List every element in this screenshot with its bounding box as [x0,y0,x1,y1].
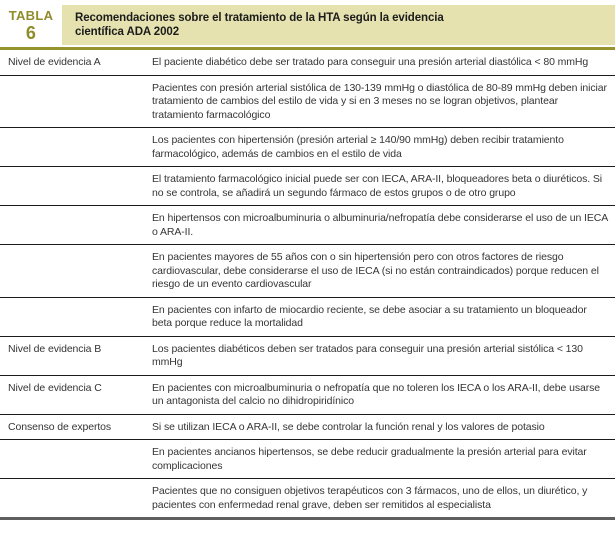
table-row [0,50,615,76]
row-text: El tratamiento farmacológico inicial puede ser con IECA, ARA-II, bloqueadores beta o diuréticos. Si no se controla, se añadirá un segundo fármaco de estos grupos o de otro grupo [152,173,603,199]
row-text: Los pacientes con hipertensión (presión arterial ≥ 140/90 mmHg) deben recibir tratamiento farmacológico, además de cambios en el estilo de vida [152,134,564,160]
table-body [0,50,615,520]
table-row [0,245,615,298]
table-header [0,5,615,45]
table-tag [0,5,62,45]
row-text: Pacientes con presión arterial sistólica de 130-139 mmHg o diastólica de 80-89 mmHg deben iniciar tratamiento de cambios del estilo de vida y si en 3 meses no se logran objetivos, plantear tratamiento farmacológico [152,81,607,121]
table-row [0,167,615,206]
row-text: En pacientes con infarto de miocardio reciente, se debe asociar a su tratamiento un bloqueador beta porque reduce la mortalidad [152,303,587,329]
table-row [0,128,615,167]
table-row [0,206,615,245]
row-text: En pacientes con microalbuminuria o nefropatía que no toleren los IECA o los ARA-II, debe usarse un antagonista del calcio no dihidropiridínico [152,381,600,407]
table-row [0,415,615,441]
table-row [0,76,615,129]
table-row [0,298,615,337]
row-label: Nivel de evidencia B [8,342,102,355]
table-tag-word: TABLA [8,7,54,23]
table-row [0,337,615,376]
row-text: En pacientes mayores de 55 años con o sin hipertensión pero con otros factores de riesgo cardiovascular, debe considerarse el uso de IECA (si no están contraindicados) porque reducen el riesgo de un evento cardiovascular [152,251,599,290]
table-tag-number: 6 [25,22,37,43]
table-title: Recomendaciones sobre el tratamiento de la HTA según la evidencia científica ADA 2002 [75,12,444,38]
row-text: El paciente diabético debe ser tratado para conseguir una presión arterial diastólica < 80 mmHg [152,56,589,68]
row-text: Si se utilizan IECA o ARA-II, se debe controlar la función renal y los valores de potasio [152,420,545,433]
table-row [0,440,615,479]
table-row [0,479,615,520]
row-label: Nivel de evidencia A [8,56,101,68]
row-text: Los pacientes diabéticos deben ser tratados para conseguir una presión arterial sistólica < 130 mmHg [152,342,583,368]
row-text: En pacientes ancianos hipertensos, se debe reducir gradualmente la presión arterial para evitar complicaciones [152,446,587,472]
row-label: Nivel de evidencia C [8,381,102,394]
row-text: Pacientes que no consiguen objetivos terapéuticos con 3 fármacos, uno de ellos, un diurético, y pacientes con enfermedad renal grave, deben ser remitidos al especialista [152,485,588,511]
row-label: Consenso de expertos [8,420,112,433]
table-row [0,376,615,415]
table-title-bar [62,5,615,45]
row-text: En hipertensos con microalbuminuria o albuminuria/nefropatía debe considerarse el uso de un IECA o ARA-II. [152,212,608,238]
